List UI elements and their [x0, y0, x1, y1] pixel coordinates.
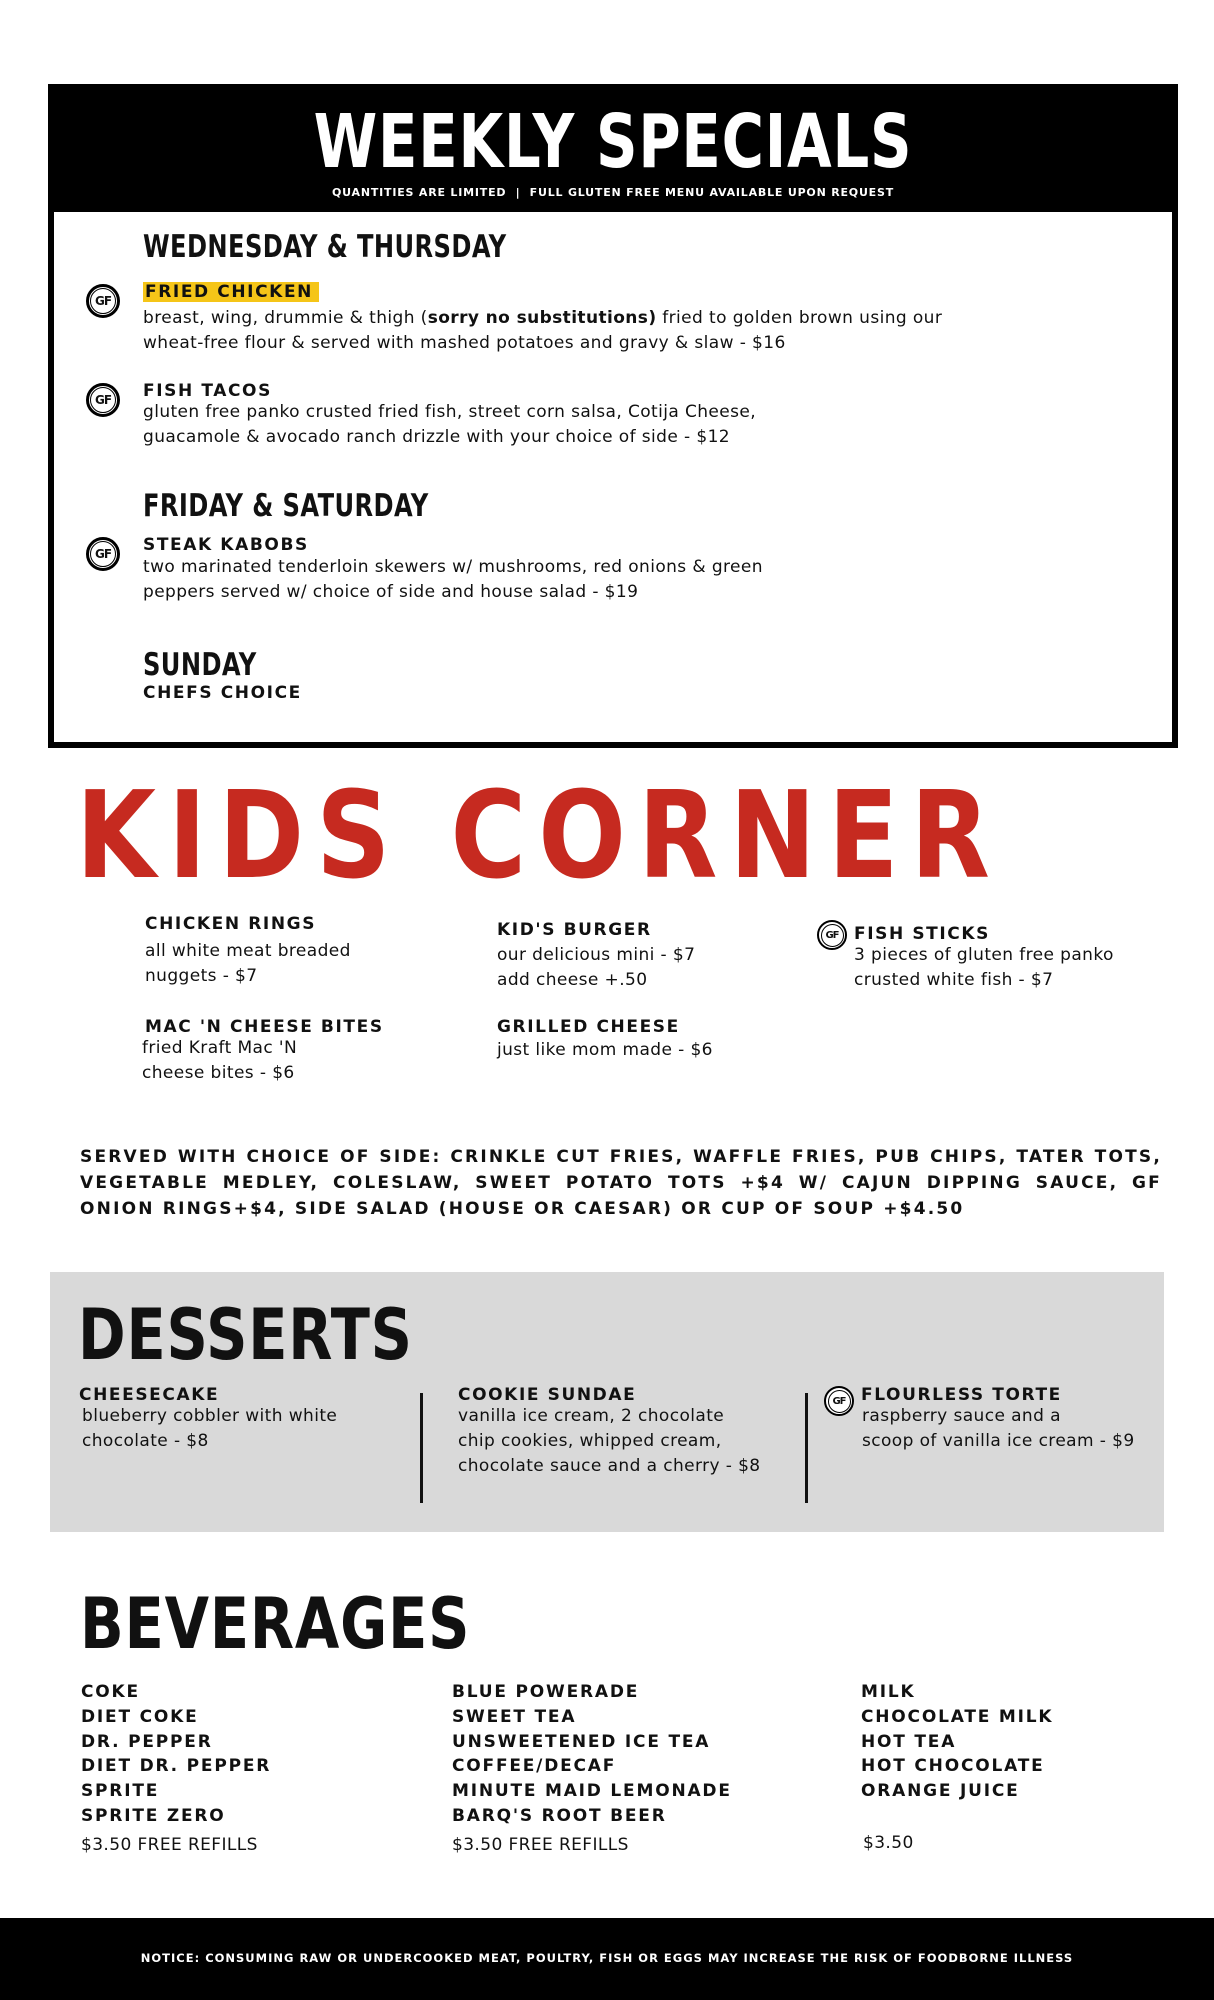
gluten-free-icon: GF [86, 537, 120, 571]
beverage-item: UNSWEETENED ICE TEA [452, 1731, 711, 1752]
kids-item-description: our delicious mini - $7 add cheese +.50 [497, 945, 696, 990]
special-item-description: breast, wing, drummie & thigh (sorry no substitutions) fried to golden brown using our wheat-free flour & served with mashed potatoes and gravy & slaw - $16 [143, 308, 943, 353]
beverage-column [452, 1680, 732, 1855]
dessert-divider [420, 1393, 423, 1503]
beverage-item: COKE [81, 1682, 140, 1702]
kids-item-description: 3 pieces of gluten free panko crusted white fish - $7 [854, 945, 1114, 990]
dessert-item-name: COOKIE SUNDAE [458, 1385, 637, 1405]
kids-corner-title: KIDS CORNER [76, 767, 1002, 906]
dessert-item-name: FLOURLESS TORTE [861, 1385, 1062, 1405]
beverage-item: ORANGE JUICE [861, 1781, 1020, 1802]
beverage-item: HOT CHOCOLATE [861, 1756, 1045, 1777]
beverage-item: BARQ'S ROOT BEER [452, 1805, 667, 1826]
dessert-item-description: blueberry cobbler with white chocolate - $8 [82, 1406, 338, 1451]
beverage-item: DIET DR. PEPPER [81, 1756, 272, 1777]
special-item-name: STEAK KABOBS [143, 535, 309, 555]
beverage-item: MILK [861, 1682, 916, 1702]
kids-item-name: FISH STICKS [854, 924, 990, 944]
gluten-free-icon: GF [817, 920, 847, 950]
footer-notice: NOTICE: CONSUMING RAW OR UNDERCOOKED MEAT, POULTRY, FISH OR EGGS MAY INCREASE THE RISK OF FOODBORNE ILLNESS [140, 1951, 1074, 1965]
gluten-free-icon: GF [824, 1386, 854, 1416]
footer-bar [0, 1918, 1214, 2000]
dessert-item-name: CHEESECAKE [79, 1385, 220, 1405]
dessert-divider [805, 1393, 808, 1503]
day-heading-wed-thu: WEDNESDAY & THURSDAY [143, 229, 507, 265]
special-item-name [143, 281, 319, 303]
kids-item-description: just like mom made - $6 [497, 1040, 713, 1060]
beverage-item: DR. PEPPER [81, 1731, 213, 1752]
kids-item-name: KID'S BURGER [497, 920, 652, 940]
beverage-item: COFFEE/DECAF [452, 1756, 617, 1777]
highlight-marker: FRIED CHICKEN [143, 282, 319, 302]
beverage-item: SWEET TEA [452, 1706, 577, 1727]
beverage-item: HOT TEA [861, 1731, 957, 1752]
kids-sides-note: SERVED WITH CHOICE OF SIDE: CRINKLE CUT FRIES, WAFFLE FRIES, PUB CHIPS, TATER TOTS, VEGETABLE MEDLEY, COLESLAW, SWEET POTATO TOTS +$4 W/ CAJUN DIPPING SAUCE, GF ONION RINGS+$4, SIDE SALAD (HOUSE OR CAESAR) OR CUP OF SOUP +$4.50 [80, 1147, 1162, 1219]
kids-item-description: fried Kraft Mac 'N cheese bites - $6 [142, 1038, 298, 1083]
beverage-price: $3.50 FREE REFILLS [81, 1834, 258, 1855]
beverage-item: SPRITE [81, 1781, 160, 1802]
desserts-title: DESSERTS [78, 1294, 413, 1376]
beverage-item: MINUTE MAID LEMONADE [452, 1781, 732, 1802]
day-heading-fri-sat: FRIDAY & SATURDAY [143, 488, 429, 524]
weekly-specials-header [48, 84, 1178, 212]
beverages-title: BEVERAGES [80, 1583, 471, 1665]
beverage-item: BLUE POWERADE [452, 1682, 640, 1702]
kids-item-description: all white meat breaded nuggets - $7 [145, 941, 351, 986]
special-item-description: gluten free panko crusted fried fish, street corn salsa, Cotija Cheese, guacamole & avocado ranch drizzle with your choice of side - $12 [143, 402, 757, 447]
beverage-item: SPRITE ZERO [81, 1805, 226, 1826]
kids-item-name: GRILLED CHEESE [497, 1017, 680, 1037]
weekly-specials-title: WEEKLY SPECIALS [313, 99, 913, 185]
beverage-item: CHOCOLATE MILK [861, 1706, 1054, 1727]
kids-item-name: MAC 'N CHEESE BITES [145, 1017, 384, 1037]
beverage-item: DIET COKE [81, 1706, 199, 1727]
dessert-item-description: vanilla ice cream, 2 chocolate chip cookies, whipped cream, chocolate sauce and a cherry - $8 [458, 1406, 761, 1476]
gluten-free-icon: GF [86, 383, 120, 417]
dessert-item-description: raspberry sauce and a scoop of vanilla ice cream - $9 [862, 1406, 1135, 1451]
beverage-price: $3.50 [863, 1833, 914, 1853]
special-item-name: CHEFS CHOICE [143, 683, 302, 703]
day-heading-sunday: SUNDAY [143, 647, 257, 683]
beverage-price: $3.50 FREE REFILLS [452, 1834, 629, 1855]
beverage-column [861, 1680, 1053, 1804]
kids-item-name: CHICKEN RINGS [145, 914, 317, 934]
gluten-free-icon: GF [86, 284, 120, 318]
weekly-specials-subtitle: QUANTITIES ARE LIMITED | FULL GLUTEN FREE MENU AVAILABLE UPON REQUEST [331, 186, 895, 199]
special-item-description: two marinated tenderloin skewers w/ mushrooms, red onions & green peppers served w/ choice of side and house salad - $19 [143, 557, 763, 602]
beverage-column [81, 1680, 271, 1855]
special-item-name: FISH TACOS [143, 381, 272, 401]
